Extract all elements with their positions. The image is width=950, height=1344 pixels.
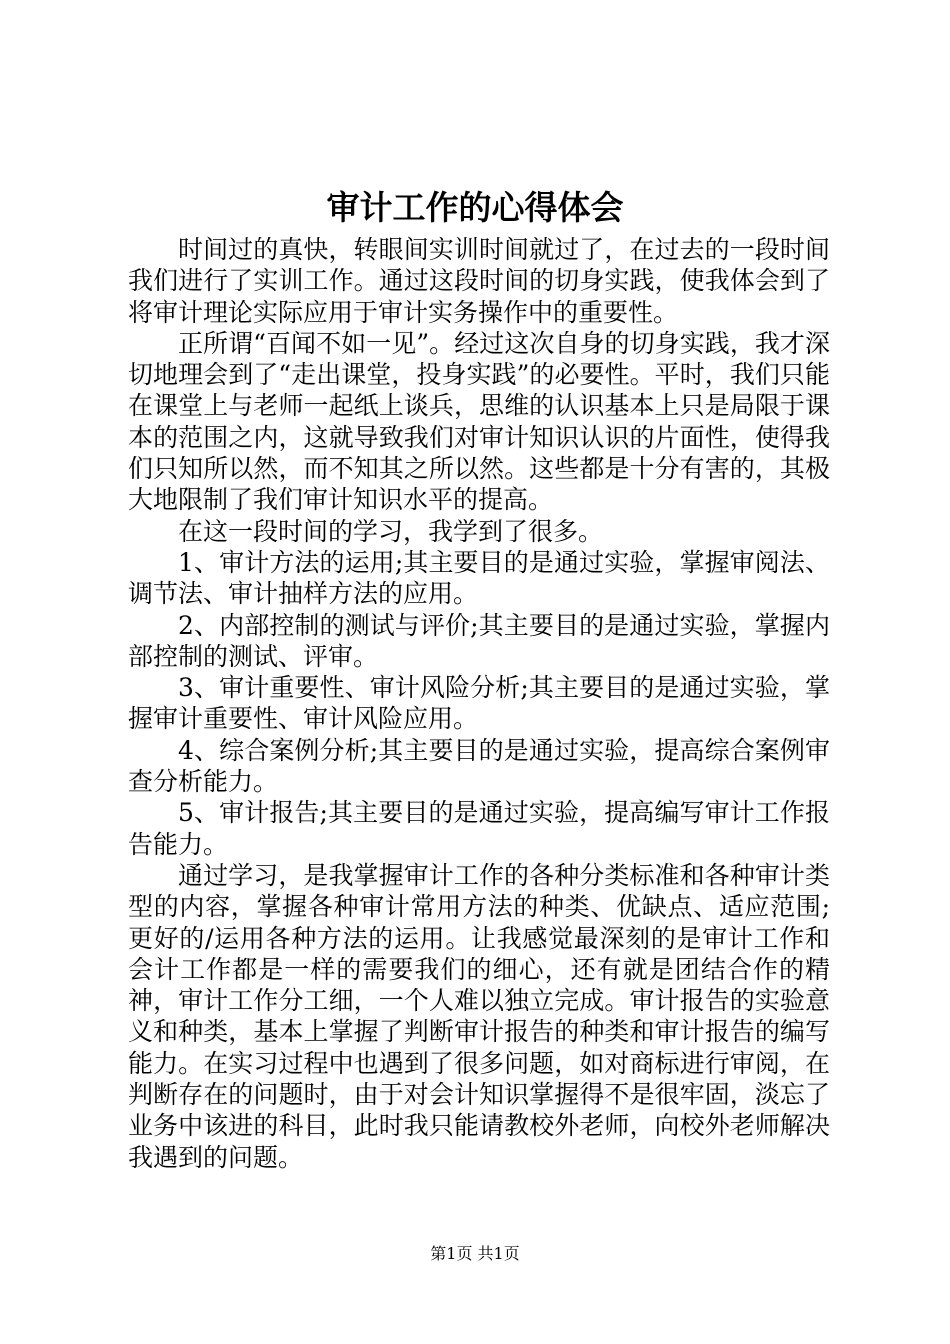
paragraph-practice: 正所谓“百闻不如一见”。经过这次自身的切身实践，我才深切地理会到了“走出课堂，投身实践”的必要性。平时，我们只能在课堂上与老师一起纸上谈兵，思维的认识基本上只是局限于课本的范围之内，这就导致我们对审计知识认识的片面性，使得我们只知所以然，而不知其之所以然。这些都是十分有害的，其极大地限制了我们审计知识水平的提高。 [128, 328, 830, 515]
list-item-internal-control: 2、内部控制的测试与评价;其主要目的是通过实验，掌握内部控制的测试、评审。 [128, 610, 830, 671]
paragraph-summary: 通过学习，是我掌握审计工作的各种分类标准和各种审计类型的内容，掌握各种审计常用方法的种类、优缺点、适应范围;更好的/运用各种方法的运用。让我感觉最深刻的是审计工作和会计工作都是一样的需要我们的细心，还有就是团结合作的精神，审计工作分工细，一个人难以独立完成。审计报告的实验意义和种类，基本上掌握了判断审计报告的种类和审计报告的编写能力。在实习过程中也遇到了很多问题，如对商标进行审阅，在判断存在的问题时，由于对会计知识掌握得不是很牢固，淡忘了业务中该进的科目，此时我只能请教校外老师，向校外老师解决我遇到的问题。 [128, 860, 830, 1172]
paragraph-learned: 在这一段时间的学习，我学到了很多。 [178, 516, 604, 546]
list-item-materiality-risk: 3、审计重要性、审计风险分析;其主要目的是通过实验，掌握审计重要性、审计风险应用。 [128, 673, 830, 734]
list-item-audit-methods: 1、审计方法的运用;其主要目的是通过实验，掌握审阅法、调节法、审计抽样方法的应用。 [128, 547, 830, 609]
list-item-case-analysis: 4、综合案例分析;其主要目的是通过实验，提高综合案例审查分析能力。 [128, 735, 830, 797]
document-title: 审计工作的心得体会 [326, 188, 624, 227]
paragraph-intro: 时间过的真快，转眼间实训时间就过了，在过去的一段时间我们进行了实训工作。通过这段时间的切身实践，使我体会到了将审计理论实际应用于审计实务操作中的重要性。 [128, 235, 830, 327]
page-footer: 第1页 共1页 [430, 1244, 520, 1263]
list-item-audit-report: 5、审计报告;其主要目的是通过实验，提高编写审计工作报告能力。 [128, 798, 830, 859]
document-body [128, 234, 830, 1173]
